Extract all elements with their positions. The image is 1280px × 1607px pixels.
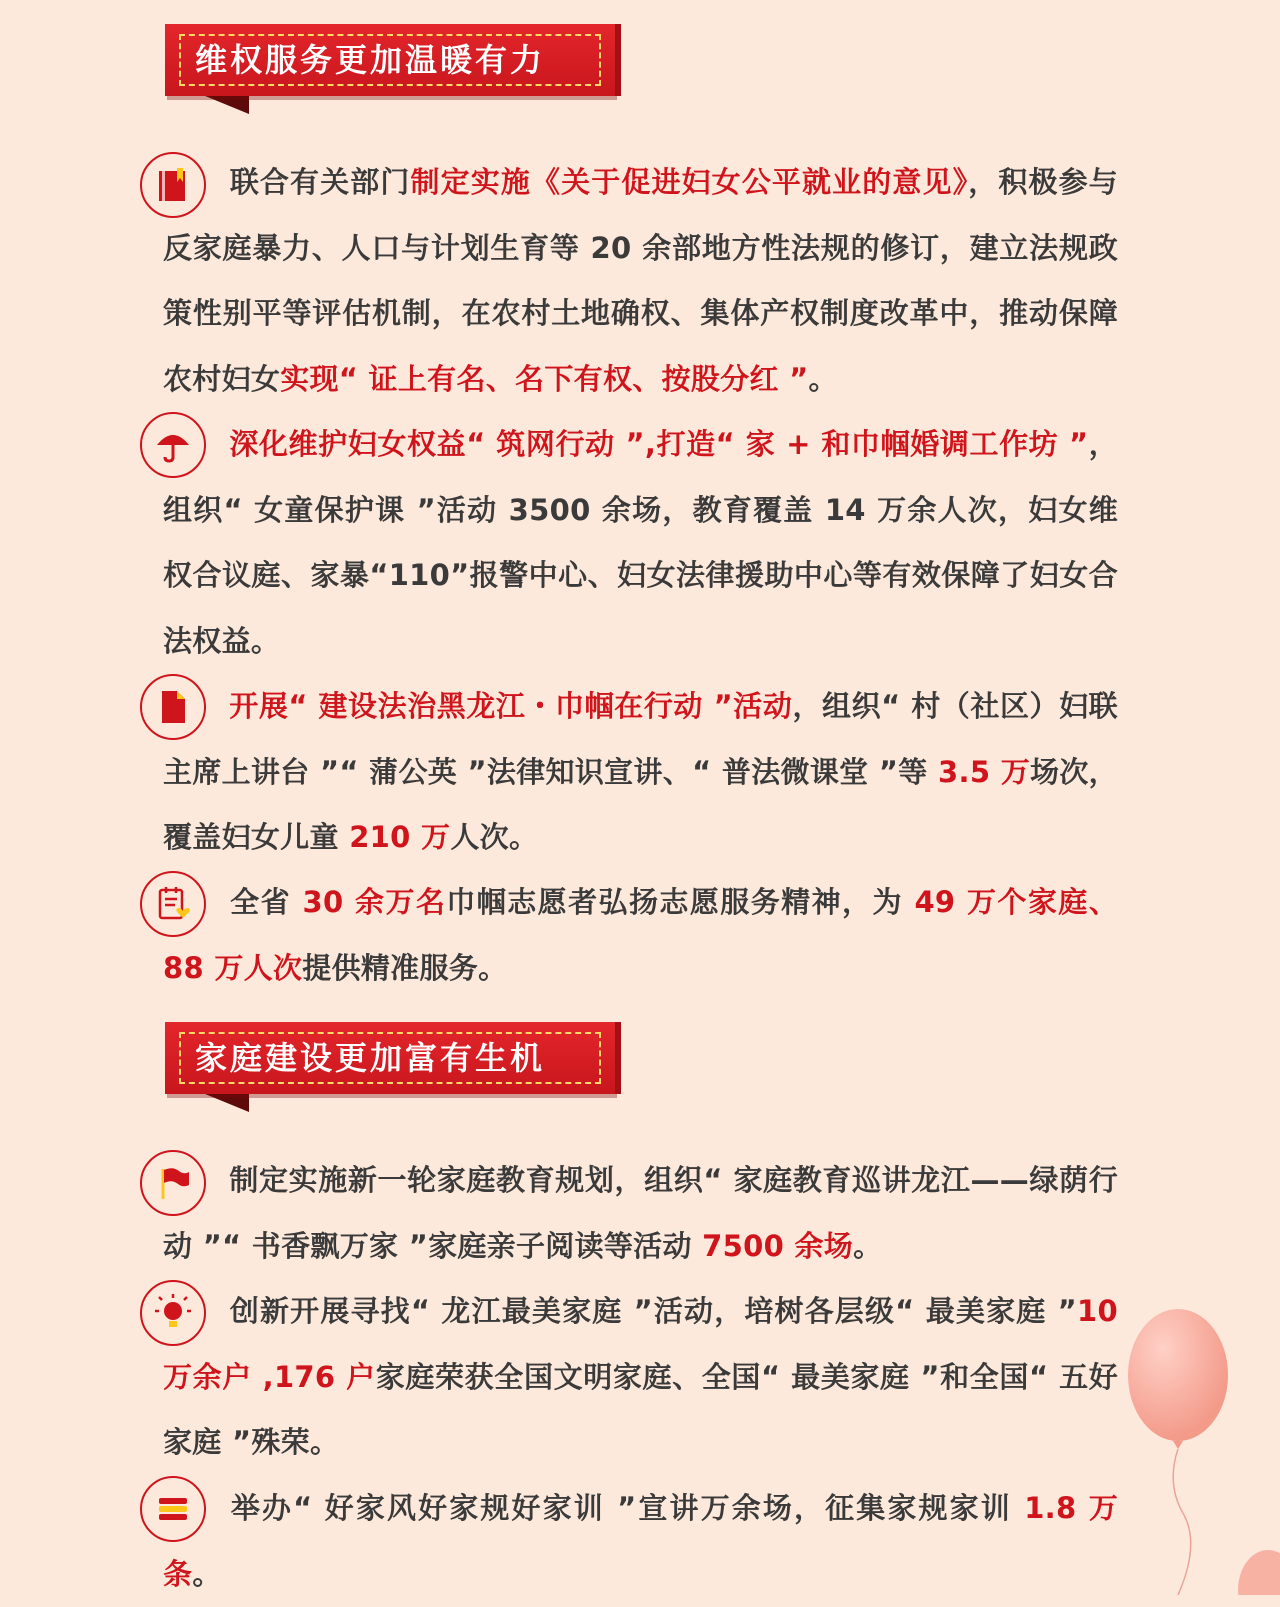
- banner-ribbon: [165, 24, 615, 96]
- highlight-segment: 10 万余户 ,176 户: [163, 1294, 1118, 1394]
- balloon-decoration: [1126, 1305, 1280, 1595]
- text-segment: 联合有关部门: [229, 165, 411, 199]
- highlight-segment: 深化维护妇女权益“ 筑网行动 ”,打造“ 家 + 和巾帼婚调工作坊 ”: [229, 427, 1089, 461]
- highlight-segment: 制定实施《关于促进妇女公平就业的意见》: [410, 165, 969, 199]
- text-segment: ，组织“ 女童保护课 ”活动 3500 余场，教育覆盖 14 万余人次，妇女维权合议庭、家暴“110”报警中心、妇女法律援助中心等有效保障了妇女合法权益。: [163, 427, 1118, 658]
- banner-ribbon: [165, 1022, 615, 1094]
- paragraph-family-education: [163, 1148, 1118, 1279]
- paragraph-volunteers: [163, 870, 1118, 1001]
- text-segment: 提供精准服务。: [302, 950, 508, 985]
- text-segment: 。: [192, 1556, 222, 1591]
- text-segment: 创新开展寻找“ 龙江最美家庭 ”活动，培树各层级“ 最美家庭 ”: [229, 1294, 1078, 1328]
- highlight-segment: 7500 余场: [702, 1228, 854, 1263]
- text-segment: 举办“ 好家风好家规好家训 ”宣讲万余场，征集家规家训: [229, 1491, 1025, 1525]
- text-segment: 场次，覆盖妇女儿童: [163, 754, 1118, 854]
- paragraph-best-families: [163, 1279, 1118, 1476]
- paragraph-rights-protection: [163, 412, 1118, 674]
- highlight-segment: 实现“ 证上有名、名下有权、按股分红 ”: [280, 361, 809, 396]
- highlight-segment: 30 余万名: [302, 885, 447, 919]
- text-segment: ，积极参与反家庭暴力、人口与计划生育等 20 余部地方性法规的修订，建立法规政策性别平等评估机制，在农村土地确权、集体产权制度改革中，推动保障农村妇女: [163, 165, 1118, 396]
- paragraph-family-traditions: [163, 1476, 1118, 1607]
- text-segment: 巾帼志愿者弘扬志愿服务精神，为: [446, 885, 915, 919]
- highlight-segment: 210 万: [349, 820, 451, 854]
- highlight-segment: 49 万个家庭、88 万人次: [163, 885, 1118, 985]
- text-segment: 。: [808, 361, 838, 396]
- section-title: 维权服务更加温暖有力: [195, 41, 546, 79]
- highlight-segment: 3.5 万: [938, 754, 1031, 789]
- highlight-segment: 开展“ 建设法治黑龙江・巾帼在行动 ”活动: [229, 689, 793, 723]
- text-segment: ，组织“ 村（社区）妇联主席上讲台 ”“ 蒲公英 ”法律知识宣讲、“ 普法微课堂 ”等: [163, 689, 1118, 789]
- section-banner-rights: [165, 24, 621, 134]
- text-segment: 。: [853, 1228, 883, 1263]
- section-banner-family: [165, 1022, 621, 1132]
- section-title: 家庭建设更加富有生机: [195, 1039, 546, 1077]
- highlight-segment: 1.8 万条: [163, 1491, 1118, 1591]
- paragraph-legal-equality: [163, 150, 1118, 412]
- text-segment: 制定实施新一轮家庭教育规划，组织“ 家庭教育巡讲龙江——绿荫行动 ”“ 书香飘万家 ”家庭亲子阅读等活动: [163, 1163, 1118, 1263]
- paragraph-rule-of-law: [163, 674, 1118, 871]
- text-segment: 家庭荣获全国文明家庭、全国“ 最美家庭 ”和全国“ 五好家庭 ”殊荣。: [163, 1359, 1119, 1459]
- text-segment: 全省: [229, 885, 303, 919]
- text-segment: 人次。: [450, 820, 539, 854]
